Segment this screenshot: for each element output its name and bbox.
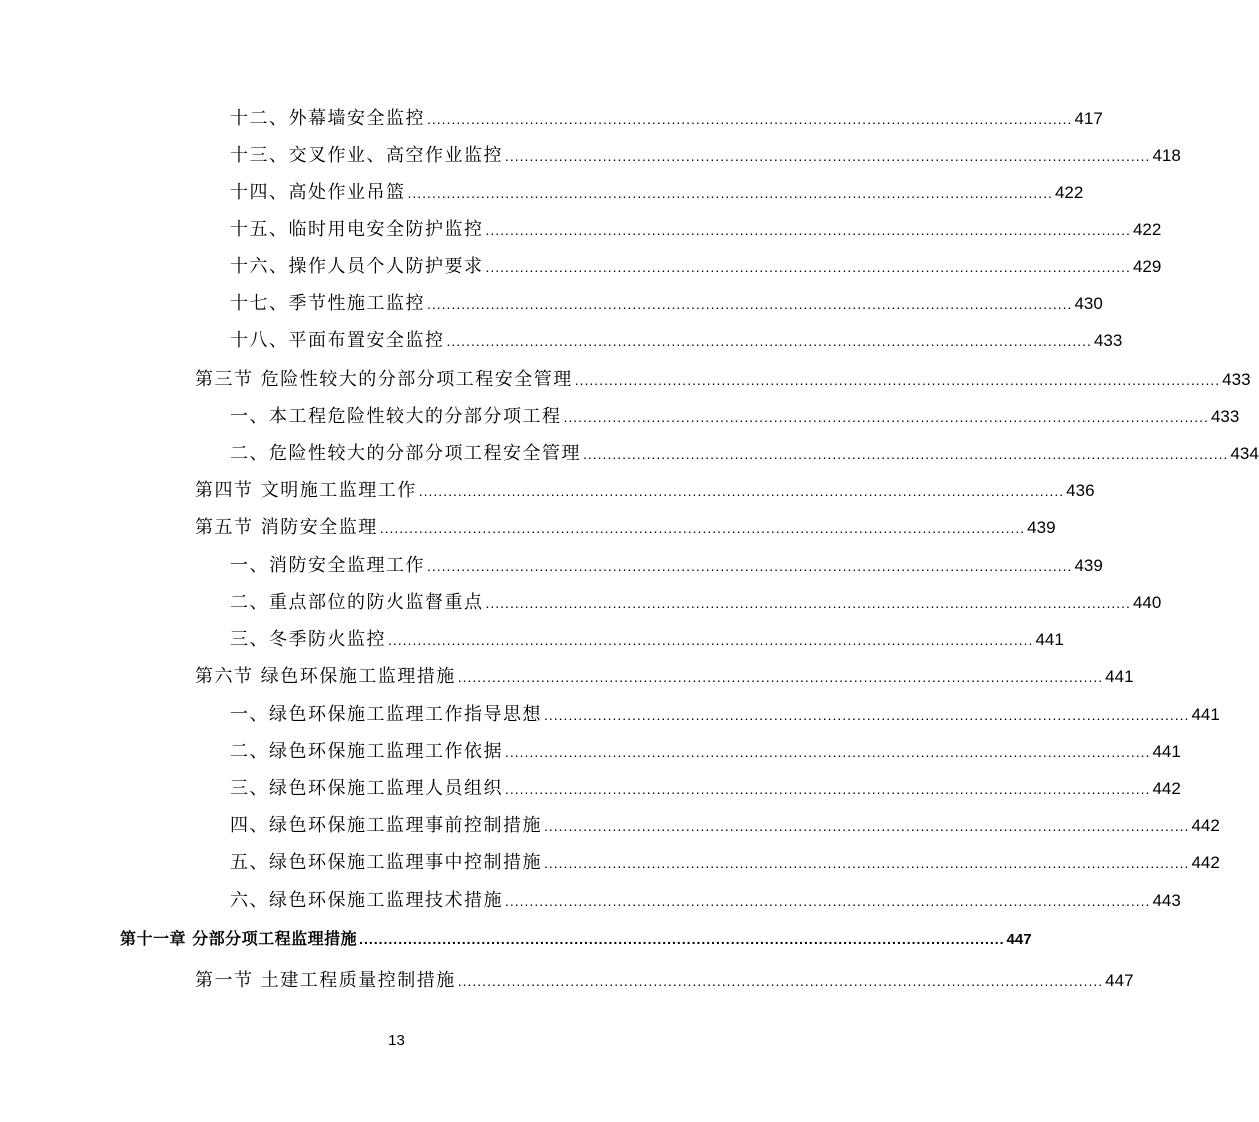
toc-entry-title: 第三节 危险性较大的分部分项工程安全管理 xyxy=(195,369,573,390)
dot-leader: .................................................................................................................................... xyxy=(544,855,1190,871)
toc-entry-page: 442 xyxy=(1191,853,1220,872)
toc-entry-page: 439 xyxy=(1027,518,1056,537)
dot-leader: .................................................................................................................................... xyxy=(457,973,1104,989)
toc-entry[interactable] xyxy=(230,215,1162,245)
dot-leader: .................................................................................................................................... xyxy=(457,669,1104,685)
dot-leader: .................................................................................................................................... xyxy=(505,781,1151,797)
toc-entry-page: 442 xyxy=(1191,816,1220,835)
toc-entry-page: 433 xyxy=(1222,370,1251,389)
toc-entry[interactable] xyxy=(230,141,1181,171)
toc-entry-title: 十二、外幕墙安全监控 xyxy=(230,108,425,129)
toc-entry[interactable] xyxy=(230,737,1181,767)
toc-entry[interactable] xyxy=(230,588,1162,618)
toc-entry[interactable] xyxy=(230,252,1162,282)
dot-leader: .................................................................................................................................... xyxy=(485,595,1131,611)
dot-leader: .................................................................................................................................... xyxy=(418,483,1065,499)
toc-entry-page: 417 xyxy=(1074,109,1103,128)
dot-leader: .................................................................................................................................... xyxy=(505,893,1151,909)
dot-leader: .................................................................................................................................... xyxy=(544,707,1190,723)
toc-entry[interactable] xyxy=(195,662,1134,692)
toc-entry-title: 三、冬季防火监控 xyxy=(230,629,386,650)
toc-entry-page: 436 xyxy=(1066,481,1095,500)
toc-entry-page: 434 xyxy=(1230,444,1259,463)
toc-entry-title: 十六、操作人员个人防护要求 xyxy=(230,256,484,277)
toc-entry[interactable] xyxy=(230,625,1064,655)
toc-entry-title: 第四节 文明施工监理工作 xyxy=(195,480,417,501)
dot-leader: .................................................................................................................................... xyxy=(544,818,1190,834)
toc-entry[interactable] xyxy=(195,966,1134,996)
toc-entry[interactable] xyxy=(230,289,1103,319)
toc-entry[interactable] xyxy=(230,700,1220,730)
toc-entry-title: 一、绿色环保施工监理工作指导思想 xyxy=(230,704,542,725)
toc-entry-page: 441 xyxy=(1191,705,1220,724)
dot-leader: .................................................................................................................................... xyxy=(505,148,1151,164)
toc-entry-title: 十八、平面布置安全监控 xyxy=(230,330,445,351)
toc-entry-page: 433 xyxy=(1210,407,1240,426)
toc-entry-page: 441 xyxy=(1152,742,1181,761)
toc-entry[interactable] xyxy=(230,886,1181,916)
toc-entry-page: 433 xyxy=(1093,331,1123,350)
toc-entry-title: 六、绿色环保施工监理技术措施 xyxy=(230,890,503,911)
toc-entry[interactable] xyxy=(230,551,1103,581)
dot-leader: .................................................................................................................................... xyxy=(427,558,1073,574)
toc-entry-page: 447 xyxy=(1105,971,1134,990)
toc-entry-page: 442 xyxy=(1152,779,1181,798)
dot-leader: .................................................................................................................................... xyxy=(505,744,1151,760)
dot-leader: .................................................................................................................................... xyxy=(427,296,1073,312)
toc-entry-title: 第六节 绿色环保施工监理措施 xyxy=(195,666,456,687)
dot-leader: .................................................................................................................................... xyxy=(379,520,1026,536)
toc-chapter-entry[interactable] xyxy=(120,924,1032,954)
toc-entry-page: 443 xyxy=(1152,891,1181,910)
toc-entry[interactable] xyxy=(195,513,1056,543)
dot-leader: .................................................................................................................................... xyxy=(446,333,1092,349)
toc-entry-title: 十七、季节性施工监控 xyxy=(230,293,425,314)
toc-entry-title: 二、绿色环保施工监理工作依据 xyxy=(230,741,503,762)
toc-entry[interactable] xyxy=(230,326,1123,356)
toc-entry[interactable] xyxy=(230,178,1084,208)
dot-leader: .................................................................................................................................... xyxy=(359,931,1005,947)
toc-entry-title: 三、绿色环保施工监理人员组织 xyxy=(230,778,503,799)
page-number: 13 xyxy=(388,1032,405,1049)
dot-leader: .................................................................................................................................... xyxy=(427,111,1073,127)
toc-entry-title: 第十一章 分部分项工程监理措施 xyxy=(120,929,358,948)
toc-entry-title: 十三、交叉作业、高空作业监控 xyxy=(230,145,503,166)
toc-entry[interactable] xyxy=(230,811,1220,841)
toc-entry-title: 十五、临时用电安全防护监控 xyxy=(230,219,484,240)
toc-entry-title: 十四、高处作业吊篮 xyxy=(230,182,406,203)
toc-entry-page: 447 xyxy=(1006,931,1032,948)
toc-entry-page: 422 xyxy=(1054,183,1084,202)
toc-entry-title: 四、绿色环保施工监理事前控制措施 xyxy=(230,815,542,836)
toc-entry-page: 418 xyxy=(1152,146,1181,165)
toc-entry-title: 一、消防安全监理工作 xyxy=(230,555,425,576)
toc-entry-title: 第一节 土建工程质量控制措施 xyxy=(195,970,456,991)
dot-leader: .................................................................................................................................... xyxy=(407,185,1053,201)
dot-leader: .................................................................................................................................... xyxy=(583,446,1229,462)
toc-entry-title: 第五节 消防安全监理 xyxy=(195,517,378,538)
dot-leader: .................................................................................................................................... xyxy=(388,632,1034,648)
toc-entry[interactable] xyxy=(230,402,1240,432)
toc-entry[interactable] xyxy=(195,476,1095,506)
dot-leader: .................................................................................................................................... xyxy=(563,409,1209,425)
toc-entry-title: 一、本工程危险性较大的分部分项工程 xyxy=(230,406,562,427)
toc-entry[interactable] xyxy=(195,365,1251,395)
toc-entry-page: 422 xyxy=(1132,220,1162,239)
toc-entry-page: 441 xyxy=(1035,630,1064,649)
toc-entry-page: 429 xyxy=(1132,257,1162,276)
toc-entry[interactable] xyxy=(230,848,1220,878)
toc-entry[interactable] xyxy=(230,439,1259,469)
toc-entry-page: 439 xyxy=(1074,556,1103,575)
toc-entry-page: 440 xyxy=(1132,593,1162,612)
toc-entry-title: 二、危险性较大的分部分项工程安全管理 xyxy=(230,443,581,464)
toc-entry-title: 五、绿色环保施工监理事中控制措施 xyxy=(230,852,542,873)
toc-entry[interactable] xyxy=(230,104,1103,134)
toc-entry-page: 441 xyxy=(1105,667,1134,686)
toc-entry-title: 二、重点部位的防火监督重点 xyxy=(230,592,484,613)
toc-entry-page: 430 xyxy=(1074,294,1103,313)
dot-leader: .................................................................................................................................... xyxy=(485,222,1131,238)
toc-entry[interactable] xyxy=(230,774,1181,804)
dot-leader: .................................................................................................................................... xyxy=(485,259,1131,275)
dot-leader: .................................................................................................................................... xyxy=(574,372,1221,388)
